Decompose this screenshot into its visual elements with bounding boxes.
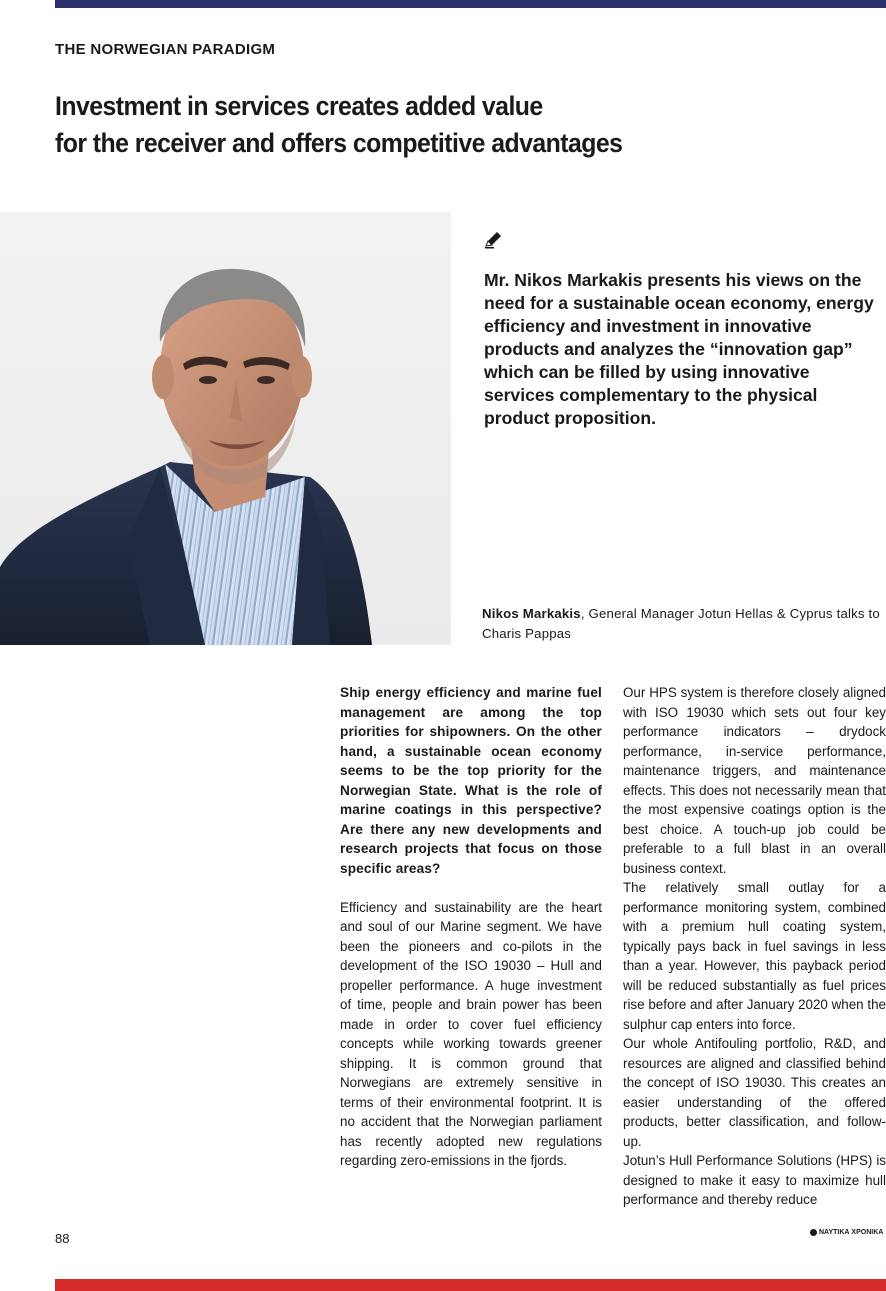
- answer-paragraph: Jotun’s Hull Performance Solutions (HPS) is designed to make it easy to maximize hull performance and thereby reduce: [623, 1153, 886, 1207]
- pen-icon: [483, 230, 503, 250]
- headline-line-2: for the receiver and offers competitive advantages: [55, 128, 623, 158]
- article-headline: [55, 88, 623, 162]
- answer-paragraph: Our whole Antifouling portfolio, R&D, and resources are aligned and classified behind the concept of ISO 19030. This creates an easier understanding of the offered products, better classification, and follow-up.: [623, 1036, 886, 1149]
- headline-line-1: Investment in services creates added value: [55, 91, 543, 121]
- byline: [482, 604, 886, 644]
- answer-paragraph: Efficiency and sustainability are the heart and soul of our Marine segment. We have been the pioneers and co-pilots in the development of the ISO 19030 – Hull and propeller performance. A huge investment of time, people and brain power has been made in order to cover fuel efficiency concepts while working towards greener shipping. It is common ground that Norwegians are extremely sensitive in terms of their environmental footprint. It is no accident that the Norwegian parliament has recently adopted new regulations regarding zero-emissions in the fjords.: [340, 899, 602, 1168]
- publisher-logo: [810, 1229, 883, 1236]
- section-label: THE NORWEGIAN PARADIGM: [55, 41, 276, 58]
- publisher-logo-icon: [810, 1229, 817, 1236]
- top-accent-bar: [55, 0, 886, 8]
- portrait-photo: [0, 212, 451, 645]
- publisher-name: ΝΑΥΤΙΚΑ ΧΡΟΝΙΚΑ: [819, 1229, 884, 1236]
- article-column-right: [623, 683, 886, 1210]
- article-column-left: [340, 683, 602, 1171]
- byline-name: Nikos Markakis: [482, 606, 581, 621]
- intro-paragraph: Mr. Nikos Markakis presents his views on the need for a sustainable ocean economy, energy efficiency and investment in innovative products and analyzes the “innovation gap” which can be filled by using innovative services complementary to the physical product proposition.: [484, 270, 874, 428]
- interview-question: Ship energy efficiency and marine fuel management are among the top priorities for shipowners. On the other hand, a sustainable ocean economy seems to be the top priority for the Norwegian State. What is the role of marine coatings in this perspective? Are there any new developments and research projects that focus on those specific areas?: [340, 685, 602, 876]
- portrait-illustration: [0, 212, 451, 645]
- bottom-accent-bar: [55, 1279, 886, 1291]
- answer-paragraph: The relatively small outlay for a performance monitoring system, combined with a premium hull coating system, typically pays back in fuel savings in less than a year. However, this payback period will be reduced substantially as fuel prices rise before and after January 2020 when the sulphur cap enters into force.: [623, 880, 886, 1032]
- page-number: 88: [55, 1231, 70, 1246]
- byline-role: , General Manager Jotun Hellas & Cyprus talks to Charis Pappas: [482, 606, 880, 641]
- answer-paragraph: Our HPS system is therefore closely aligned with ISO 19030 which sets out four key performance indicators – drydock performance, in-service performance, maintenance triggers, and maintenance effects. This does not necessarily mean that the most expensive coatings option is the best choice. A touch-up job could be preferable to a full blast in an overall business context.: [623, 685, 886, 876]
